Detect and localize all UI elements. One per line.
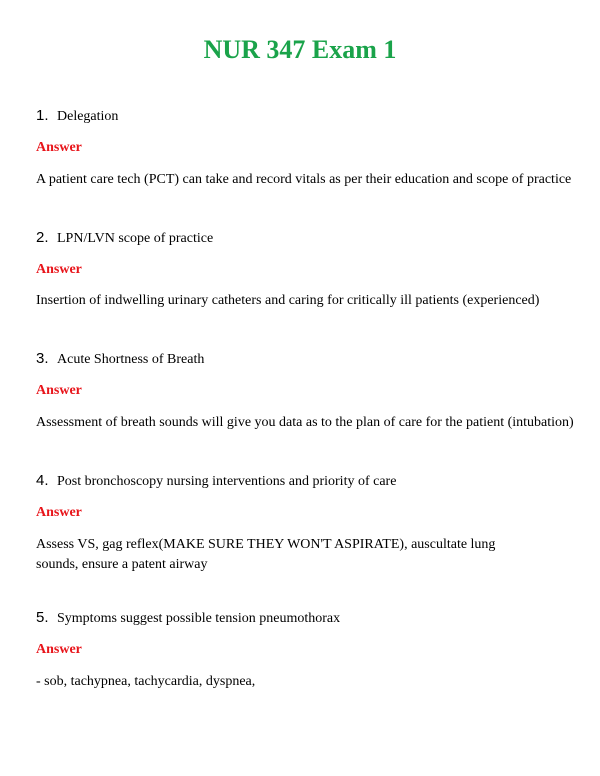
- answer-text: Assess VS, gag reflex(MAKE SURE THEY WON'T ASPIRATE), auscultate lung sounds, ensure a patent airway: [36, 537, 496, 572]
- answer-label: Answer: [36, 505, 82, 520]
- question-text: LPN/LVN scope of practice: [57, 231, 214, 246]
- answer-label: Answer: [36, 383, 82, 398]
- answer-label: Answer: [36, 642, 82, 657]
- question-text: Delegation: [57, 109, 119, 124]
- question-number: 3.: [36, 350, 49, 367]
- question-number: 1.: [36, 107, 49, 124]
- answer-label: Answer: [36, 262, 82, 277]
- question-2: [36, 229, 576, 248]
- question-5: [36, 609, 576, 628]
- question-3: [36, 350, 576, 369]
- question-1: [36, 107, 576, 126]
- question-text: Symptoms suggest possible tension pneumothorax: [57, 611, 341, 626]
- question-text: Post bronchoscopy nursing interventions and priority of care: [57, 474, 397, 489]
- answer-text: - sob, tachypnea, tachycardia, dyspnea,: [36, 674, 256, 689]
- question-text: Acute Shortness of Breath: [57, 352, 205, 367]
- answer-label: Answer: [36, 140, 82, 155]
- answer-text: A patient care tech (PCT) can take and record vitals as per their education and scope of practice: [36, 172, 572, 187]
- answer-text: Insertion of indwelling urinary catheters and caring for critically ill patients (experienced): [36, 293, 540, 308]
- question-number: 2.: [36, 229, 49, 246]
- document-title: NUR 347 Exam 1: [203, 35, 397, 64]
- question-number: 5.: [36, 609, 49, 626]
- question-number: 4.: [36, 472, 49, 489]
- answer-text: Assessment of breath sounds will give you data as to the plan of care for the patient (intubation): [36, 415, 574, 430]
- question-4: [36, 472, 576, 491]
